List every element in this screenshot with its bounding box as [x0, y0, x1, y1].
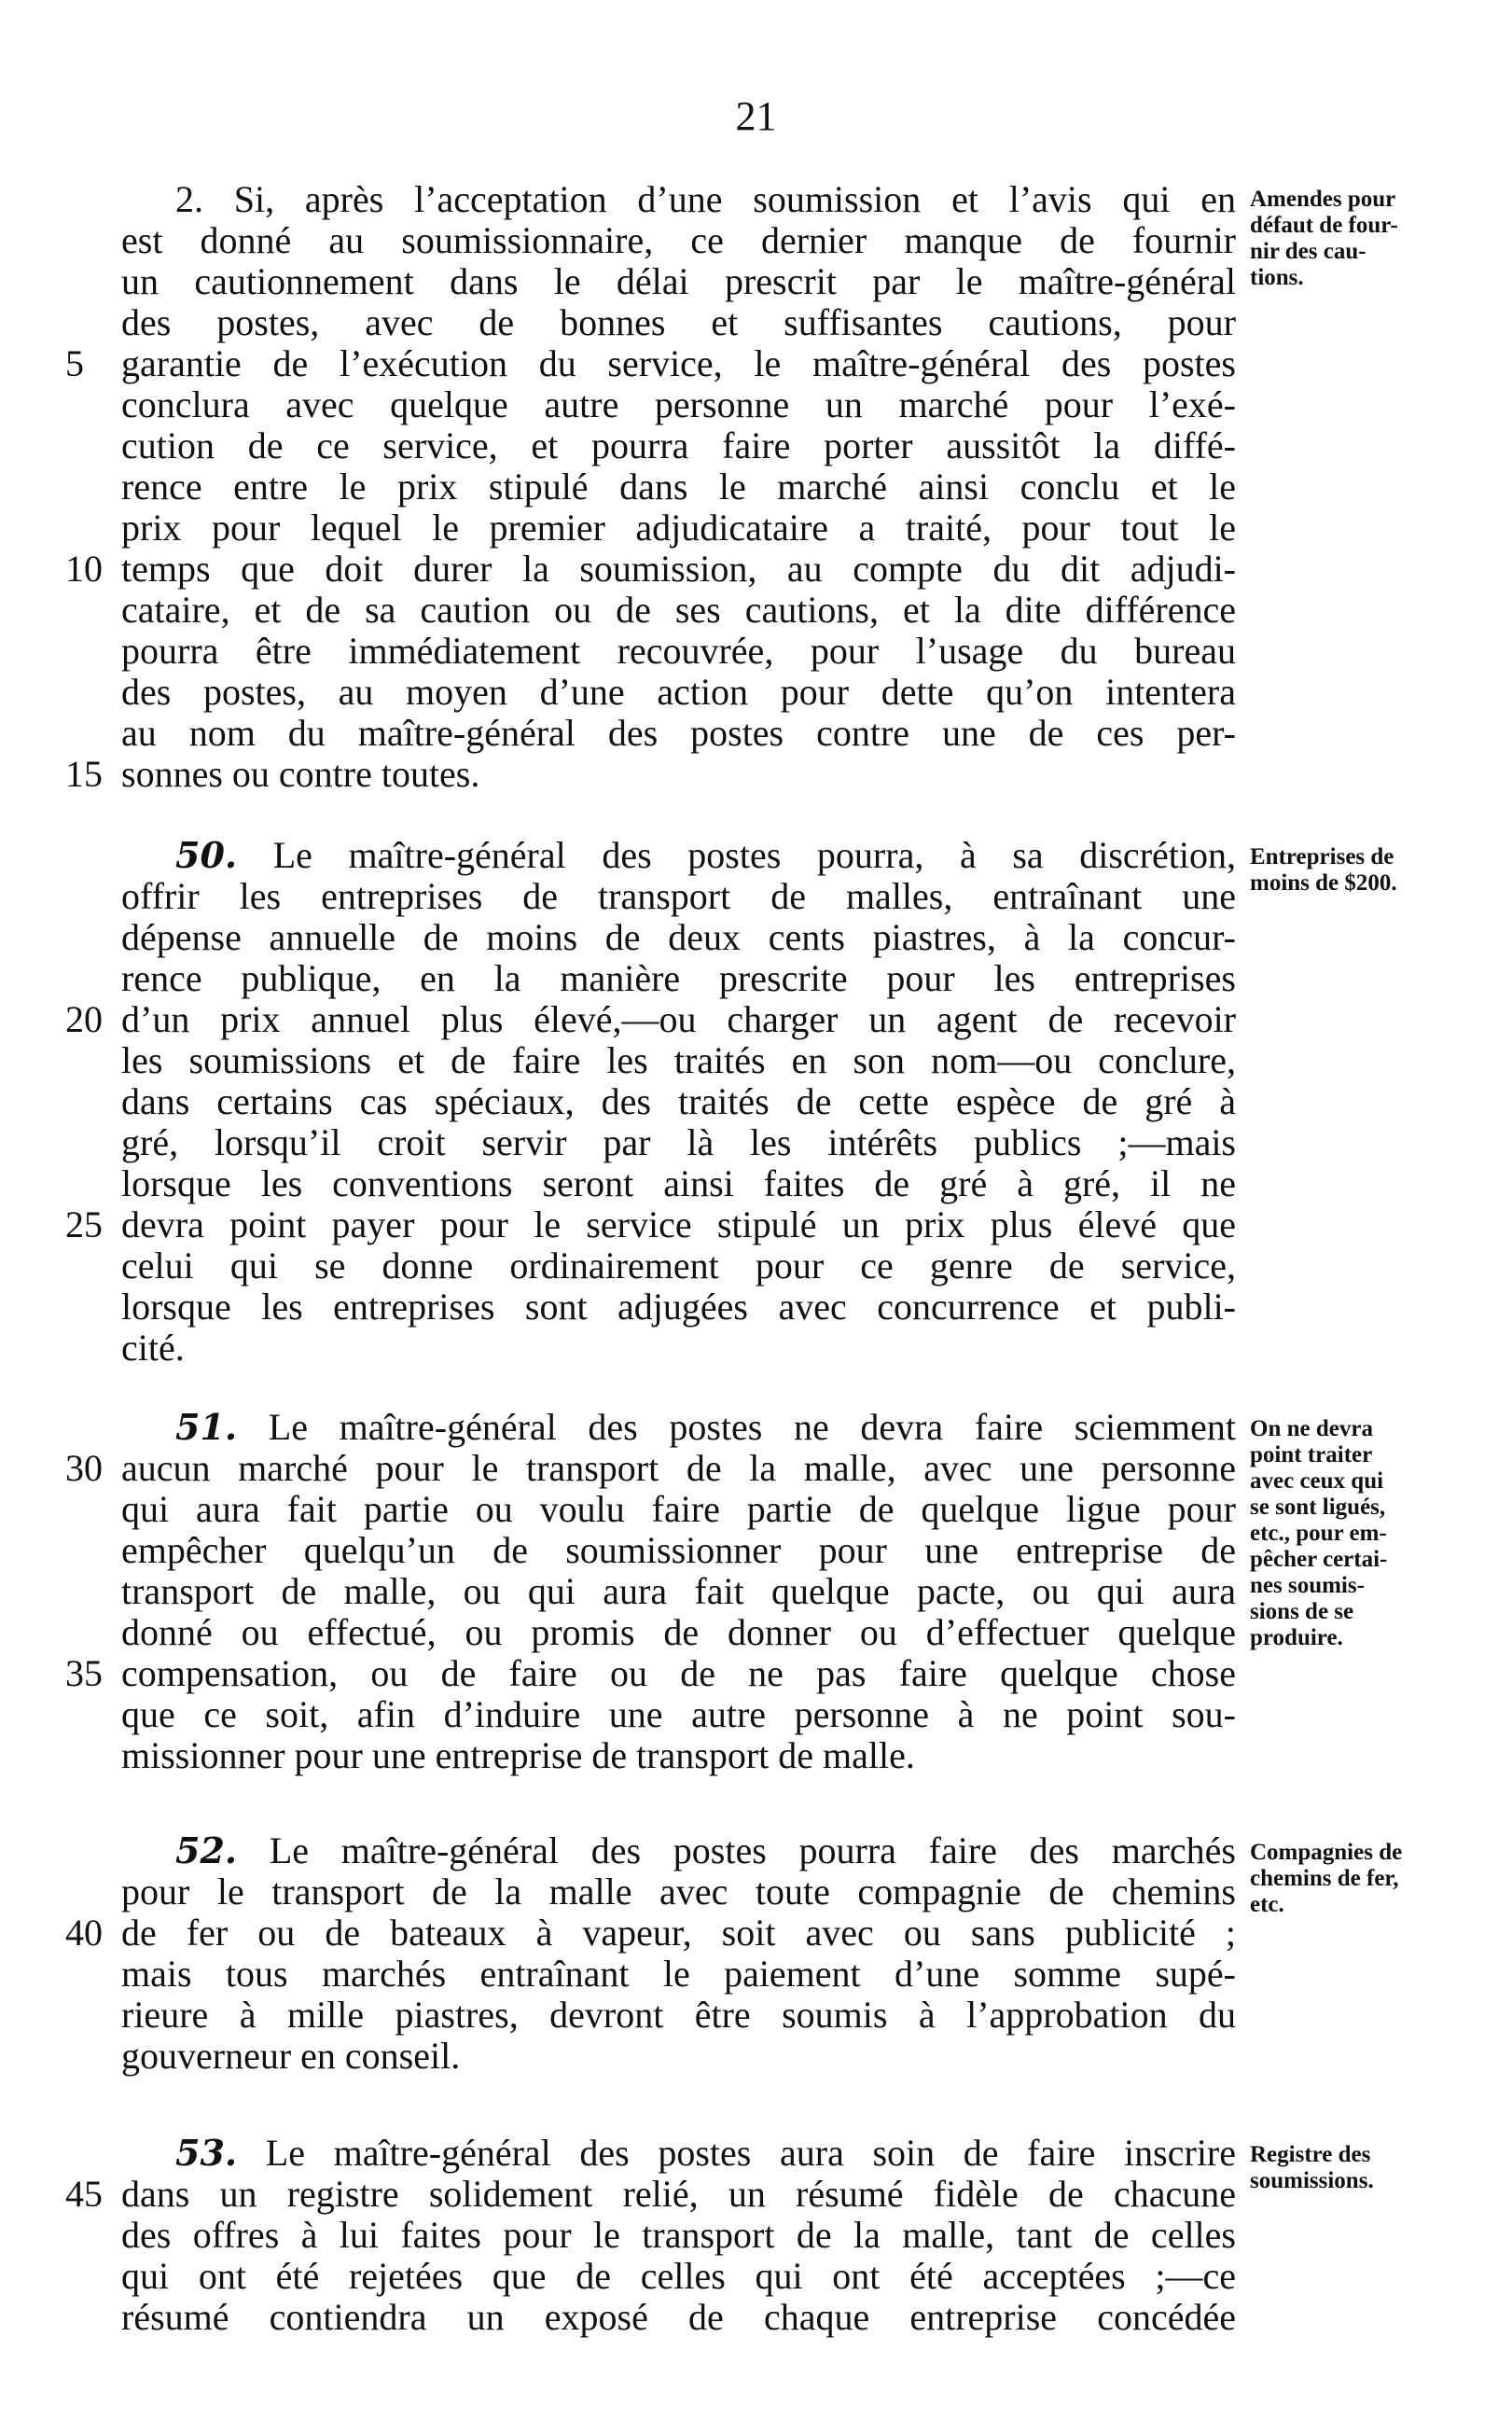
line-text: rence publique, en la manière prescrite pour les entreprises: [121, 957, 1236, 999]
text-line: [65, 753, 1236, 795]
margin-note-line: On ne devra: [1250, 1416, 1373, 1441]
text-line: [65, 342, 1236, 384]
line-text: garantie de l’exécution du service, le maître-général des postes: [121, 342, 1236, 384]
text-line: [65, 1447, 1236, 1489]
text-line: [65, 1203, 1236, 1245]
page-number: 21: [735, 93, 777, 139]
text-line: [121, 1612, 1236, 1653]
margin-note-line: tions.: [1250, 265, 1304, 290]
line-text: au nom du maître-général des postes contre une de ces per-: [121, 712, 1236, 754]
margin-note-compagnies: [1250, 1840, 1502, 1918]
text-line: [121, 1995, 1236, 2036]
line-number: 5: [65, 342, 84, 384]
line-text: lorsque les conventions seront ainsi faites de gré à gré, il ne: [121, 1162, 1236, 1204]
text-line: [121, 2297, 1236, 2338]
line-text: conclura avec quelque autre personne un marché pour l’exé-: [121, 383, 1236, 425]
text-line: [121, 2036, 1236, 2077]
text-line: [65, 548, 1236, 590]
text-line: [121, 1122, 1236, 1163]
text-line: [121, 1287, 1236, 1328]
line-text: qui ont été rejetées que de celles qui ont été acceptées ;—ce: [121, 2255, 1236, 2297]
line-text: cution de ce service, et pourra faire porter aussitôt la diffé-: [121, 424, 1236, 466]
margin-note-line: avec ceux qui: [1250, 1468, 1384, 1494]
text-line: [121, 672, 1236, 713]
text-line: [121, 302, 1236, 343]
text-line: [121, 1830, 1236, 1871]
line-text: devra point payer pour le service stipulé un prix plus élevé que: [121, 1203, 1236, 1245]
line-text: donné ou effectué, ou promis de donner ou d’effectuer quelque: [121, 1611, 1236, 1653]
margin-note-line: pêcher certai-: [1250, 1547, 1388, 1572]
text-line: [121, 713, 1236, 754]
text-line: [121, 958, 1236, 999]
text-line: [121, 2215, 1236, 2256]
text-line: [121, 466, 1236, 508]
line-text: de fer ou de bateaux à vapeur, soit avec ou sans publicité ;: [121, 1912, 1236, 1954]
margin-note-line: soumissions.: [1250, 2168, 1374, 2193]
line-text: un cautionnement dans le délai prescrit par le maître-général: [121, 260, 1236, 302]
line-text: d’un prix annuel plus élevé,—ou charger un agent de recevoir: [121, 998, 1236, 1040]
line-text: cité.: [121, 1327, 185, 1369]
text-line: [121, 220, 1236, 261]
line-text: missionner pour une entreprise de transport de malle.: [121, 1734, 915, 1776]
text-line: [121, 1407, 1236, 1448]
line-text: des postes, avec de bonnes et suffisantes cautions, pour: [121, 301, 1236, 343]
line-text: Le maître-général des postes aura soin de faire inscrire: [237, 2132, 1236, 2174]
margin-note-line: défaut de four-: [1250, 213, 1398, 238]
text-line: [121, 1871, 1236, 1912]
text-line: [121, 384, 1236, 425]
text-line: [65, 1652, 1236, 1694]
margin-note-line: Entreprises de: [1250, 844, 1394, 869]
margin-note-line: produire.: [1250, 1625, 1343, 1650]
text-line: [121, 1530, 1236, 1571]
text-line: [121, 425, 1236, 466]
text-line: [121, 261, 1236, 302]
text-line: [65, 2173, 1236, 2215]
margin-note-line: moins de $200.: [1250, 870, 1397, 896]
margin-note-line: etc., pour em-: [1250, 1521, 1387, 1546]
text-line: [121, 1163, 1236, 1204]
line-text: compensation, ou de faire ou de ne pas faire quelque chose: [121, 1652, 1236, 1694]
line-text: offrir les entreprises de transport de malles, entraînant une: [121, 875, 1236, 917]
margin-note-line: Registre des: [1250, 2142, 1371, 2167]
line-number: 20: [65, 998, 103, 1040]
line-text: des offres à lui faites pour le transport de la malle, tant de celles: [121, 2214, 1236, 2256]
margin-note-amendes: [1250, 187, 1502, 291]
line-text: les soumissions et de faire les traités en son nom—ou conclure,: [121, 1039, 1236, 1081]
text-line: [65, 1912, 1236, 1954]
text-line: [121, 835, 1236, 876]
line-text: prix pour lequel le premier adjudicataire a traité, pour tout le: [121, 507, 1236, 549]
paragraph-p53: [65, 2132, 1236, 2338]
margin-note-entreprises: [1250, 844, 1502, 897]
paragraph-p51: [65, 1406, 1236, 1776]
text-line: [121, 508, 1236, 549]
line-text: est donné au soumissionnaire, ce dernier manque de fournir: [121, 219, 1236, 261]
text-line: [121, 1694, 1236, 1735]
paragraph-p2: [65, 178, 1236, 795]
text-line: [121, 876, 1236, 917]
text-line: [121, 1328, 1236, 1369]
line-text: gré, lorsqu’il croit servir par là les intérêts publics ;—mais: [121, 1121, 1236, 1163]
line-text: aucun marché pour le transport de la malle, avec une personne: [121, 1447, 1236, 1489]
line-number: 10: [65, 548, 103, 590]
line-text: que ce soit, afin d’induire une autre personne à ne point sou-: [121, 1693, 1236, 1735]
text-line: [121, 1040, 1236, 1081]
text-line: [121, 1245, 1236, 1287]
margin-note-on-ne-devra: [1250, 1416, 1502, 1651]
line-text: Le maître-général des postes pourra faire des marchés: [237, 1829, 1236, 1871]
article-number: 51.: [175, 1406, 238, 1448]
paragraph-p52: [65, 1829, 1236, 2077]
margin-note-line: etc.: [1250, 1892, 1284, 1917]
text-line: [121, 179, 1236, 220]
text-line: [121, 590, 1236, 631]
text-line: [121, 631, 1236, 672]
line-text: pour le transport de la malle avec toute compagnie de chemins: [121, 1871, 1236, 1912]
text-line: [121, 1735, 1236, 1776]
line-text: empêcher quelqu’un de soumissionner pour une entreprise de: [121, 1529, 1236, 1571]
margin-note-registre: [1250, 2142, 1502, 2194]
margin-note-line: chemins de fer,: [1250, 1866, 1399, 1891]
line-text: transport de malle, ou qui aura fait quelque pacte, ou qui aura: [121, 1570, 1236, 1612]
line-text: Le maître-général des postes pourra, à sa discrétion,: [237, 834, 1236, 876]
line-number: 35: [65, 1652, 103, 1694]
margin-note-line: point traiter: [1250, 1442, 1373, 1467]
line-text: sonnes ou contre toutes.: [121, 753, 480, 795]
line-text: cataire, et de sa caution ou de ses cautions, et la dite différence: [121, 589, 1236, 631]
line-text: pourra être immédiatement recouvrée, pour l’usage du bureau: [121, 630, 1236, 672]
text-line: [65, 998, 1236, 1040]
line-number: 25: [65, 1203, 103, 1245]
line-text: rieure à mille piastres, devront être soumis à l’approbation du: [121, 1994, 1236, 2036]
text-line: [121, 1954, 1236, 1995]
line-text: résumé contiendra un exposé de chaque entreprise concédée: [121, 2296, 1236, 2338]
line-text: dans un registre solidement relié, un résumé fidèle de chacune: [121, 2173, 1236, 2215]
line-text: gouverneur en conseil.: [121, 2035, 461, 2077]
article-number: 52.: [175, 1829, 238, 1871]
line-text: dépense annuelle de moins de deux cents piastres, à la concur-: [121, 916, 1236, 958]
line-text: mais tous marchés entraînant le paiement d’une somme supé-: [121, 1953, 1236, 1995]
text-line: [121, 1489, 1236, 1530]
paragraph-p50: [65, 834, 1236, 1369]
line-text: lorsque les entreprises sont adjugées avec concurrence et publi-: [121, 1286, 1236, 1328]
margin-note-line: sions de se: [1250, 1599, 1354, 1624]
line-number: 40: [65, 1912, 103, 1954]
line-text: rence entre le prix stipulé dans le marché ainsi conclu et le: [121, 466, 1236, 508]
line-number: 15: [65, 753, 103, 795]
line-text: dans certains cas spéciaux, des traités de cette espèce de gré à: [121, 1080, 1236, 1122]
text-line: [121, 2133, 1236, 2174]
text-line: [121, 1571, 1236, 1612]
line-text: 2. Si, après l’acceptation d’une soumission et l’avis qui en: [175, 178, 1236, 220]
text-line: [121, 1081, 1236, 1122]
text-line: [121, 2256, 1236, 2297]
margin-note-line: nes soumis-: [1250, 1573, 1365, 1598]
text-line: [121, 917, 1236, 958]
margin-note-line: nir des cau-: [1250, 239, 1366, 264]
article-number: 53.: [175, 2132, 238, 2174]
margin-note-line: Compagnies de: [1250, 1840, 1403, 1865]
line-text: des postes, au moyen d’une action pour dette qu’on intentera: [121, 671, 1236, 713]
line-number: 30: [65, 1447, 103, 1489]
margin-note-line: se sont ligués,: [1250, 1495, 1386, 1520]
line-text: celui qui se donne ordinairement pour ce genre de service,: [121, 1245, 1236, 1287]
line-text: temps que doit durer la soumission, au compte du dit adjudi-: [121, 548, 1236, 590]
line-text: qui aura fait partie ou voulu faire partie de quelque ligue pour: [121, 1488, 1236, 1530]
line-text: Le maître-général des postes ne devra faire sciemment: [237, 1406, 1236, 1448]
margin-note-line: Amendes pour: [1250, 187, 1396, 212]
line-number: 45: [65, 2173, 103, 2215]
article-number: 50.: [175, 834, 238, 876]
